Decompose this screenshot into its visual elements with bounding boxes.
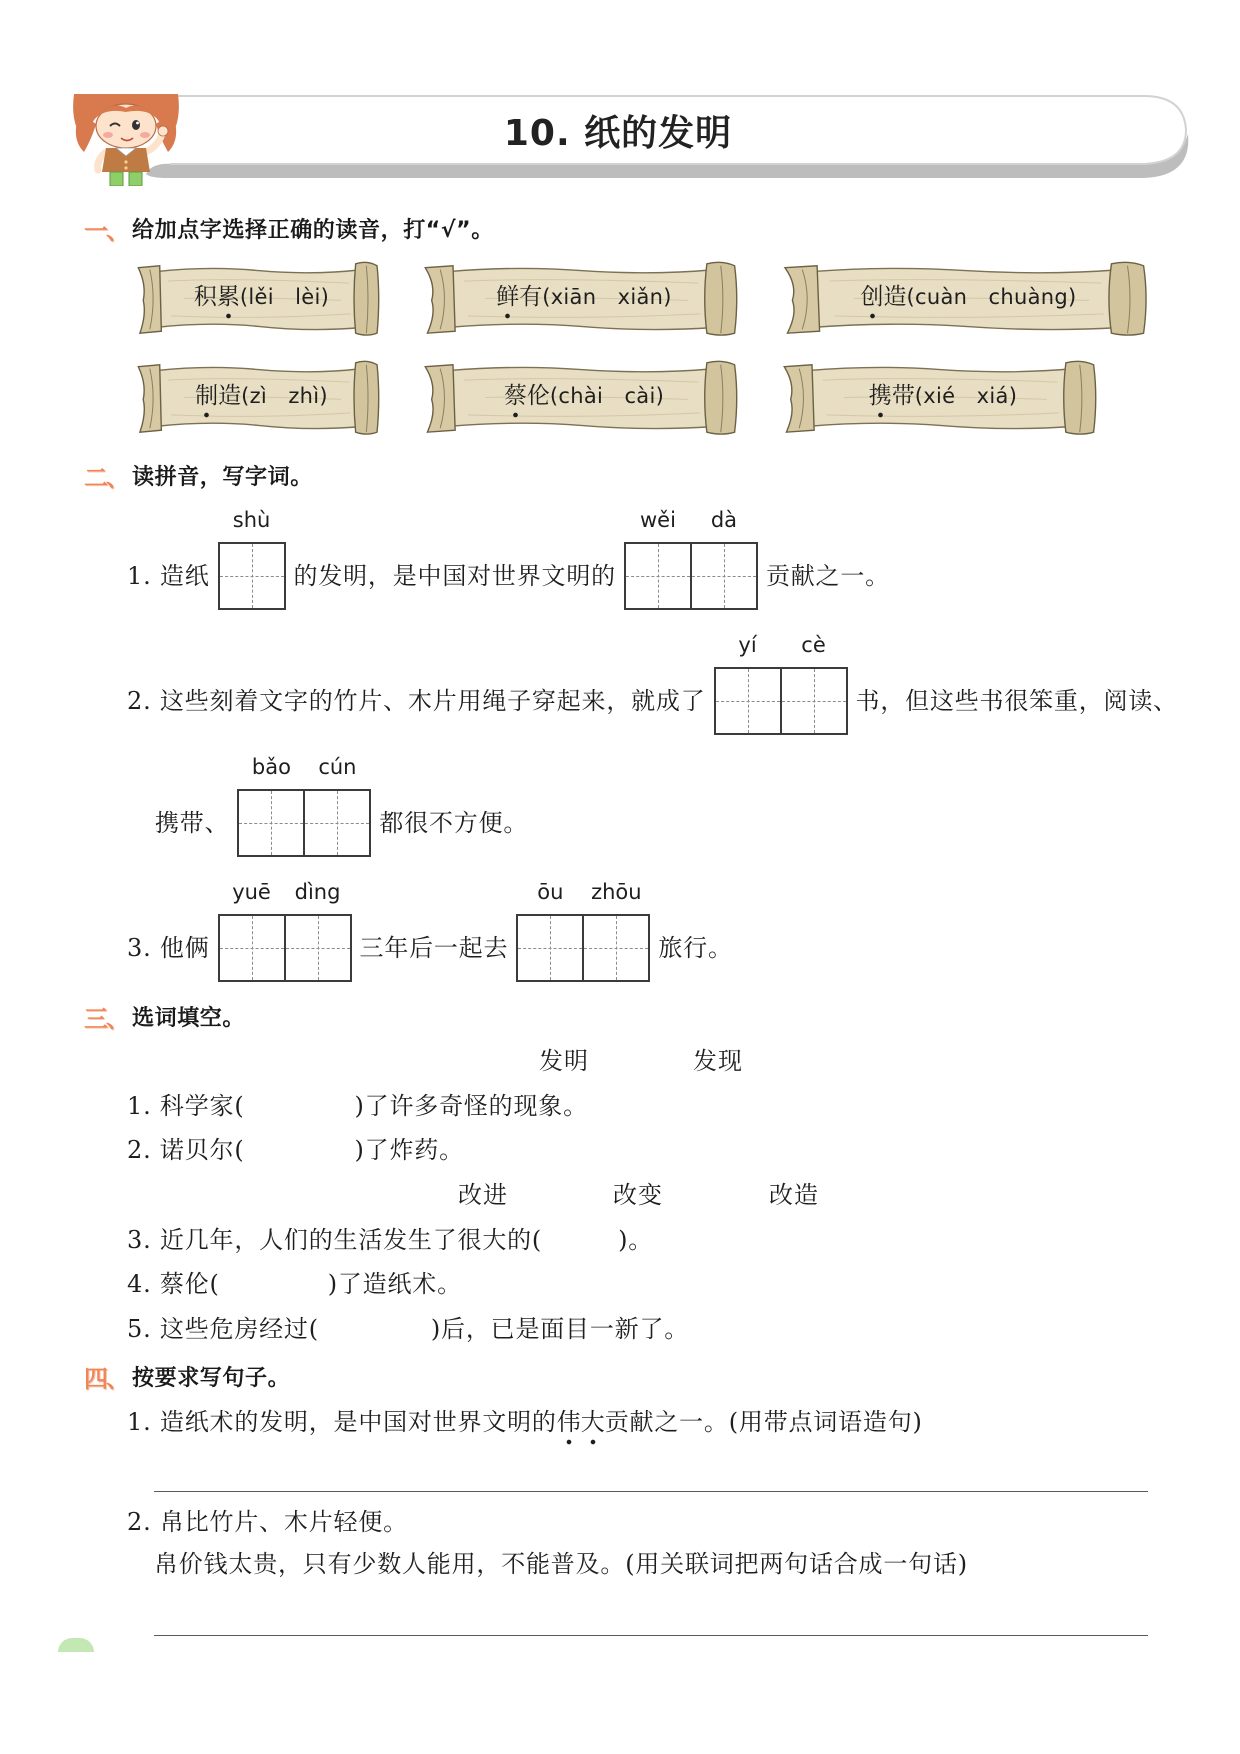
writing-box[interactable] [624, 508, 758, 610]
writing-cell[interactable] [624, 508, 692, 610]
section-heading [84, 1000, 245, 1032]
pinyin-label: yuē [232, 880, 271, 904]
question-row [127, 508, 898, 611]
word-plain-part: 积 [193, 283, 217, 310]
fill-blank-sentence [127, 1268, 462, 1300]
pinyin-choice-text [869, 381, 1017, 411]
section-heading [84, 459, 313, 491]
pinyin-options[interactable]: (zì zhì) [241, 383, 328, 408]
dotted-character: 制 [195, 381, 218, 419]
word-option: 改变 [613, 1181, 663, 1209]
section-number: 一、 [84, 216, 128, 245]
pinyin-choice-text [861, 282, 1077, 312]
sentence-task: 2. 帛比竹片、木片轻便。 [127, 1508, 408, 1536]
section-number: 三、 [84, 1004, 128, 1033]
writing-cell[interactable] [218, 508, 286, 610]
writing-box[interactable] [218, 880, 352, 982]
pinyin-label: wěi [639, 508, 676, 532]
dotted-character: 累 [217, 282, 240, 320]
sentence-after: )。 [618, 1226, 654, 1254]
sentence-text: 1. 造纸 [127, 562, 210, 590]
word-option: 改进 [458, 1181, 508, 1209]
sentence-text: 旅行。 [658, 934, 733, 962]
sentence-before: 3. 近几年，人们的生活发生了很大的( [127, 1226, 543, 1254]
pinyin-label: ōu [537, 880, 564, 904]
section-title: 选词填空。 [132, 1005, 246, 1031]
word-option: 发现 [693, 1047, 743, 1075]
pinyin-options[interactable]: (lěi lèi) [239, 284, 330, 309]
page-title: 10. 纸的发明 [503, 113, 733, 154]
sentence-text: 的发明，是中国对世界文明的 [293, 562, 616, 590]
pinyin-label: zhōu [591, 880, 642, 904]
sentence-before: 5. 这些危房经过( [127, 1315, 319, 1343]
writing-cell[interactable] [237, 755, 305, 857]
section-number: 二、 [84, 463, 128, 492]
pinyin-choice-scroll [421, 260, 741, 337]
word-option: 发明 [539, 1047, 589, 1075]
pinyin-options[interactable]: (xié xiá) [914, 383, 1018, 408]
writing-box[interactable] [516, 880, 650, 982]
pinyin-label: cún [318, 755, 357, 779]
dotted-character: 创 [861, 282, 884, 320]
question-row [155, 755, 536, 858]
sentence-after: )了炸药。 [354, 1136, 464, 1164]
writing-cell[interactable] [714, 633, 782, 735]
section-heading [84, 1360, 290, 1392]
answer-line[interactable] [154, 1635, 1148, 1636]
section-title: 读拼音，写字词。 [132, 464, 313, 490]
writing-cell[interactable] [305, 755, 371, 857]
sentence-before: 4. 蔡伦( [127, 1270, 220, 1298]
pinyin-label: bǎo [251, 755, 291, 779]
sentence-before: 1. 科学家( [127, 1092, 245, 1120]
pinyin-choice-scroll [135, 260, 382, 337]
fill-blank-sentence [127, 1224, 653, 1256]
sentence-before: 2. 诺贝尔( [127, 1136, 245, 1164]
writing-cell[interactable] [516, 880, 584, 982]
writing-box[interactable] [714, 633, 848, 735]
writing-cell[interactable] [218, 880, 286, 982]
fill-blank-sentence [127, 1090, 588, 1122]
dotted-word: 伟大 [557, 1406, 605, 1446]
writing-cell[interactable] [286, 880, 352, 982]
sentence-text: 书，但这些书很笨重，阅读、 [855, 687, 1178, 715]
dotted-character: 鲜 [496, 282, 519, 320]
pinyin-label: dà [710, 508, 738, 532]
pinyin-choice-text [195, 381, 328, 411]
section-heading [84, 212, 494, 244]
pinyin-label: dìng [294, 880, 341, 904]
pinyin-choice-scroll [135, 359, 382, 436]
writing-box[interactable] [237, 755, 371, 857]
sentence-text: 3. 他俩 [127, 934, 210, 962]
pinyin-choice-text [194, 282, 329, 312]
sentence-before: 1. 造纸术的发明，是中国对世界文明的 [127, 1408, 557, 1436]
sentence-text: 三年后一起去 [359, 934, 509, 962]
dotted-character: 携 [869, 381, 892, 419]
pinyin-options[interactable]: (cuàn chuàng) [906, 284, 1077, 309]
sentence-task: 帛价钱太贵，只有少数人能用，不能普及。(用关联词把两句话合成一句话) [154, 1550, 968, 1578]
sentence-after: 贡献之一。(用带点词语造句) [604, 1408, 923, 1436]
pinyin-choice-text [504, 381, 664, 411]
word-option: 改造 [769, 1181, 819, 1209]
writing-box[interactable] [218, 508, 286, 610]
sentence-text: 都很不方便。 [379, 809, 529, 837]
question-row [127, 880, 741, 983]
pinyin-choice-scroll [421, 359, 741, 436]
sentence-task [127, 1406, 923, 1438]
pinyin-label: yí [738, 633, 757, 657]
section-title: 按要求写句子。 [132, 1365, 291, 1391]
cartoon-girl-illustration [66, 94, 186, 186]
word-plain-part: 造 [883, 283, 907, 310]
word-plain-part: 带 [891, 382, 915, 409]
word-plain-part: 伦 [526, 382, 550, 409]
answer-line[interactable] [154, 1491, 1148, 1492]
fill-blank-sentence [127, 1313, 689, 1345]
writing-cell[interactable] [692, 508, 758, 610]
pinyin-choice-scroll [780, 260, 1151, 337]
writing-cell[interactable] [782, 633, 848, 735]
pinyin-label: shù [232, 508, 271, 532]
pinyin-label: cè [801, 633, 826, 657]
sentence-text: 2. 这些刻着文字的竹片、木片用绳子穿起来，就成了 [127, 687, 706, 715]
question-row [127, 633, 1186, 736]
writing-cell[interactable] [584, 880, 650, 982]
section-number: 四、 [84, 1364, 128, 1393]
sentence-text: 携带、 [155, 809, 230, 837]
pinyin-options[interactable]: (xiān xiǎn) [542, 284, 672, 309]
dotted-character: 蔡 [504, 381, 527, 419]
section-title: 给加点字选择正确的读音，打“√”。 [132, 217, 494, 243]
sentence-after: )后，已是面目一新了。 [430, 1315, 690, 1343]
sentence-text: 贡献之一。 [765, 562, 890, 590]
word-plain-part: 有 [519, 283, 543, 310]
corner-decoration [58, 1638, 94, 1652]
fill-blank-sentence [127, 1134, 464, 1166]
pinyin-choice-text [496, 282, 672, 312]
sentence-after: )了许多奇怪的现象。 [354, 1092, 588, 1120]
word-plain-part: 造 [218, 382, 242, 409]
pinyin-options[interactable]: (chài cài) [549, 383, 665, 408]
sentence-after: )了造纸术。 [327, 1270, 462, 1298]
pinyin-choice-scroll [780, 359, 1100, 436]
